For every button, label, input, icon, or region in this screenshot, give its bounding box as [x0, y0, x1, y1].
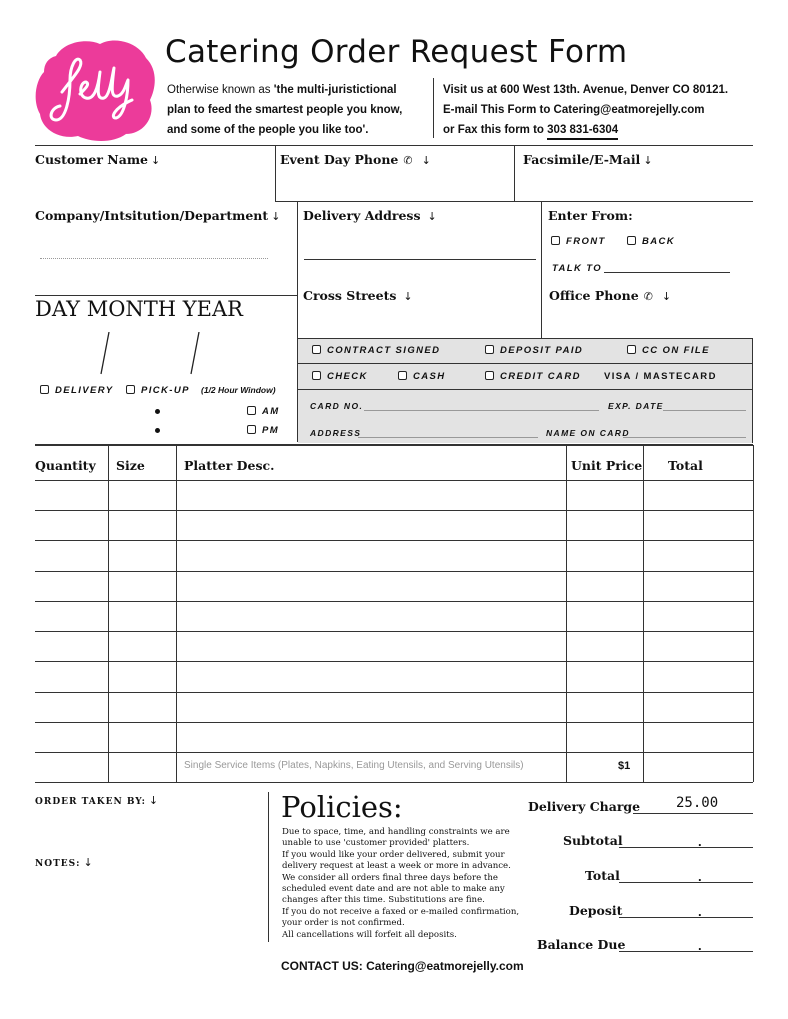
- event-day-phone-field[interactable]: [280, 170, 510, 198]
- unit-price-cell[interactable]: [566, 572, 643, 601]
- service-items-price: $1: [618, 760, 631, 772]
- company-field[interactable]: [40, 258, 268, 259]
- balance-due-field[interactable]: [619, 951, 753, 952]
- cc-on-file-checkbox[interactable]: CC ON FILE: [627, 345, 710, 356]
- size-cell[interactable]: [108, 602, 176, 631]
- total-cell[interactable]: [643, 723, 753, 752]
- exp-date-field[interactable]: [663, 410, 746, 411]
- divider: [268, 792, 269, 942]
- size-cell[interactable]: [108, 723, 176, 752]
- policy-item: Due to space, time, and handling constraints we are unable to use 'customer provided' platters.: [282, 827, 510, 848]
- address-label: ADDRESS: [310, 428, 362, 438]
- platter-desc-cell[interactable]: [176, 662, 566, 692]
- pm-checkbox[interactable]: PM: [247, 425, 279, 436]
- quantity-cell[interactable]: [35, 723, 108, 752]
- unit-price-cell[interactable]: [566, 541, 643, 571]
- am-checkbox[interactable]: AM: [247, 406, 280, 417]
- delivery-address-label: Delivery Address ↓: [303, 208, 437, 223]
- exp-date-label: EXP. DATE: [608, 401, 664, 411]
- total-cell[interactable]: [643, 693, 753, 722]
- credit-card-checkbox[interactable]: CREDIT CARD: [485, 371, 581, 382]
- phone-icon: ✆: [403, 154, 413, 167]
- unit-price-cell[interactable]: [566, 723, 643, 752]
- divider: [275, 146, 276, 201]
- name-on-card-label: NAME ON CARD: [546, 428, 630, 438]
- rule: [275, 201, 753, 202]
- page-title: Catering Order Request Form: [165, 34, 628, 70]
- tagline-prefix: Otherwise known as: [167, 84, 274, 96]
- table-row-rule: [35, 782, 753, 783]
- col-header-unit-price: Unit Price: [571, 458, 643, 473]
- contract-signed-checkbox[interactable]: CONTRACT SIGNED: [312, 345, 440, 356]
- col-header-platter-desc: Platter Desc.: [184, 458, 275, 473]
- deposit-dot: .: [698, 904, 702, 919]
- policy-item: We consider all orders final three days before the scheduled event date and are not able to make any changes after this time. Substitutions are fine.: [282, 873, 505, 905]
- deposit-label: Deposit: [569, 903, 623, 918]
- table-column-rule: [753, 445, 754, 782]
- order-taken-by-label: ORDER TAKEN BY: ↓: [35, 794, 160, 807]
- rule: [297, 338, 753, 339]
- email-line: E-mail This Form to Catering@eatmorejelly.com: [443, 104, 705, 116]
- name-on-card-field[interactable]: [623, 437, 746, 438]
- address-field[interactable]: [358, 437, 538, 438]
- facsimile-email-field[interactable]: [523, 170, 751, 198]
- rule-top: [35, 145, 753, 146]
- size-cell[interactable]: [108, 481, 176, 510]
- customer-name-label: Customer Name ↓: [35, 152, 161, 167]
- check-checkbox[interactable]: CHECK: [312, 371, 368, 382]
- platter-desc-cell[interactable]: [176, 511, 566, 540]
- pickup-note: (1/2 Hour Window): [201, 385, 276, 395]
- unit-price-cell[interactable]: [566, 511, 643, 540]
- platter-desc-cell[interactable]: [176, 602, 566, 631]
- total-cell[interactable]: [643, 602, 753, 631]
- col-header-quantity: Quantity: [35, 458, 96, 473]
- date-field[interactable]: [40, 330, 280, 378]
- quantity-cell[interactable]: [35, 602, 108, 631]
- platter-desc-cell[interactable]: [176, 632, 566, 661]
- total-dot: .: [698, 869, 702, 884]
- fax-number: 303 831-6304: [547, 124, 618, 140]
- office-phone-label: Office Phone ✆ ↓: [549, 288, 672, 303]
- platter-desc-cell[interactable]: [176, 541, 566, 571]
- facsimile-email-label: Facsimile/E-Mail ↓: [523, 152, 653, 167]
- size-cell[interactable]: [108, 541, 176, 571]
- visit-address: Visit us at 600 West 13th. Avenue, Denver CO 80121.: [443, 84, 729, 96]
- quantity-cell[interactable]: [35, 632, 108, 661]
- total-cell[interactable]: [643, 662, 753, 692]
- platter-desc-cell[interactable]: [176, 693, 566, 722]
- arrow-down-icon: ↓: [643, 154, 653, 167]
- quantity-cell[interactable]: [35, 693, 108, 722]
- policy-item: All cancellations will forfeit all deposits.: [282, 930, 457, 941]
- customer-name-field[interactable]: [35, 170, 273, 198]
- order-taken-by-field[interactable]: [35, 808, 260, 848]
- logo: [34, 36, 156, 142]
- arrow-down-icon: ↓: [83, 856, 94, 869]
- delivery-checkbox[interactable]: DELIVERY: [40, 385, 114, 396]
- deposit-field[interactable]: [619, 917, 753, 918]
- total-cell[interactable]: [643, 632, 753, 661]
- size-cell[interactable]: [108, 511, 176, 540]
- divider: [752, 338, 753, 443]
- tagline-line-3: and some of the people you like too'.: [167, 124, 369, 136]
- delivery-charge-label: Delivery Charge: [528, 799, 641, 814]
- divider: [514, 146, 515, 201]
- date-label: DAY MONTH YEAR: [35, 297, 243, 321]
- bullet: [155, 409, 160, 414]
- rule: [297, 389, 753, 390]
- cash-checkbox[interactable]: CASH: [398, 371, 446, 382]
- balance-due-dot: .: [698, 938, 702, 953]
- col-header-total: Total: [668, 458, 703, 473]
- arrow-down-icon: ↓: [661, 290, 672, 303]
- card-no-field[interactable]: [364, 410, 599, 411]
- size-cell[interactable]: [108, 632, 176, 661]
- unit-price-cell[interactable]: [566, 693, 643, 722]
- back-checkbox[interactable]: BACK: [627, 236, 675, 247]
- bullet: [155, 428, 160, 433]
- platter-desc-cell[interactable]: [176, 572, 566, 601]
- visa-label: VISA / MASTECARD: [604, 371, 717, 382]
- enter-from-label: Enter From:: [548, 208, 633, 223]
- total-cell[interactable]: [643, 572, 753, 601]
- size-cell[interactable]: [108, 693, 176, 722]
- notes-label: NOTES: ↓: [35, 856, 94, 869]
- arrow-down-icon: ↓: [421, 154, 431, 167]
- subtotal-dot: .: [698, 834, 702, 849]
- arrow-down-icon: ↓: [403, 290, 413, 303]
- notes-field[interactable]: [35, 870, 260, 940]
- cross-streets-label: Cross Streets ↓: [303, 288, 413, 303]
- pickup-checkbox[interactable]: PICK-UP: [126, 385, 190, 396]
- talk-to-label: TALK TO: [552, 263, 603, 274]
- arrow-down-icon: ↓: [151, 154, 161, 167]
- front-checkbox[interactable]: FRONT: [551, 236, 606, 247]
- divider: [541, 202, 542, 338]
- platter-desc-cell[interactable]: [176, 723, 566, 752]
- arrow-down-icon: ↓: [427, 210, 437, 223]
- unit-price-cell[interactable]: [566, 481, 643, 510]
- phone-icon: ✆: [643, 290, 653, 303]
- delivery-charge-value: 25.00: [676, 795, 719, 811]
- quantity-cell[interactable]: [35, 541, 108, 571]
- unit-price-cell[interactable]: [566, 632, 643, 661]
- tagline-line-2: plan to feed the smartest people you know,: [167, 104, 403, 116]
- header-divider: [433, 78, 434, 138]
- contact-us: CONTACT US: Catering@eatmorejelly.com: [281, 959, 524, 973]
- logo-blob: [34, 36, 156, 142]
- fax-prefix: or Fax this form to: [443, 124, 548, 136]
- company-label: Company/Intsitution/Department ↓: [35, 208, 281, 223]
- total-cell[interactable]: [643, 541, 753, 571]
- delivery-charge-field[interactable]: [633, 813, 753, 814]
- policies-list: [282, 827, 522, 941]
- contact-info: [443, 80, 728, 140]
- rule: [35, 444, 753, 446]
- quantity-cell[interactable]: [35, 572, 108, 601]
- deposit-paid-checkbox[interactable]: DEPOSIT PAID: [485, 345, 583, 356]
- table-row-rule: [35, 752, 753, 753]
- policy-item: If you do not receive a faxed or e-mailed confirmation, your order is not confirmed.: [282, 907, 520, 928]
- quantity-cell[interactable]: [35, 481, 108, 510]
- rule: [297, 363, 753, 364]
- policies-title: Policies:: [281, 790, 403, 824]
- col-header-size: Size: [116, 458, 145, 473]
- card-no-label: CARD NO.: [310, 401, 364, 411]
- balance-due-label: Balance Due: [537, 937, 626, 952]
- size-cell[interactable]: [108, 572, 176, 601]
- policy-item: If you would like your order delivered, submit your delivery request at least a week or more in advance.: [282, 850, 511, 871]
- service-items-label: Single Service Items (Plates, Napkins, Eating Utensils, and Serving Utensils): [184, 760, 524, 771]
- quantity-cell[interactable]: [35, 662, 108, 692]
- unit-price-cell[interactable]: [566, 602, 643, 631]
- arrow-down-icon: ↓: [271, 210, 281, 223]
- platter-desc-cell[interactable]: [176, 481, 566, 510]
- subtotal-label: Subtotal: [563, 833, 623, 848]
- tagline-line-1: 'the multi-juristictional: [273, 84, 397, 96]
- total-cell[interactable]: [643, 481, 753, 510]
- rule: [35, 295, 297, 296]
- quantity-cell[interactable]: [35, 511, 108, 540]
- talk-to-field[interactable]: [604, 272, 730, 273]
- delivery-address-field[interactable]: [304, 259, 536, 260]
- total-label: Total: [585, 868, 620, 883]
- tagline: [167, 80, 402, 140]
- total-cell[interactable]: [643, 511, 753, 540]
- event-day-phone-label: Event Day Phone ✆ ↓: [280, 152, 431, 167]
- subtotal-field[interactable]: [619, 847, 753, 848]
- size-cell[interactable]: [108, 662, 176, 692]
- arrow-down-icon: ↓: [148, 794, 160, 807]
- unit-price-cell[interactable]: [566, 662, 643, 692]
- total-field[interactable]: [619, 882, 753, 883]
